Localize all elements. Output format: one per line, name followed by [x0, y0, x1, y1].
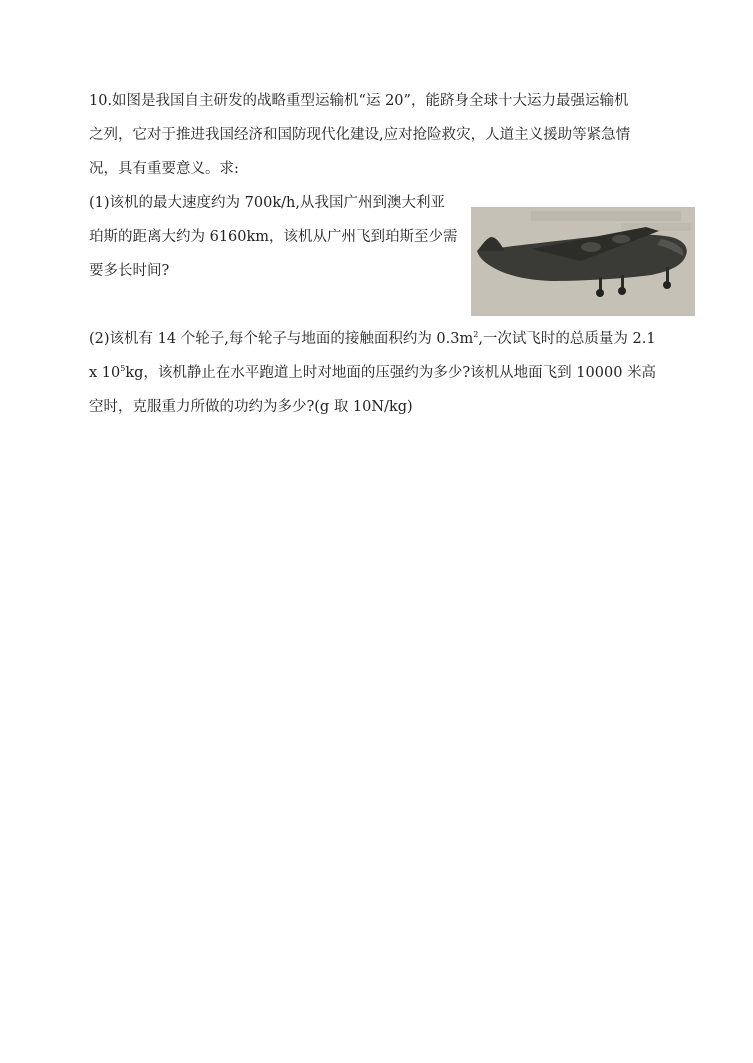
part2-line-2	[89, 364, 656, 382]
mass-exponent: 5	[120, 364, 126, 374]
area-unit-exponent: 2	[473, 330, 479, 340]
part1-line-1: (1)该机的最大速度约为 700k/h,从我国广州到澳大利亚	[89, 195, 445, 211]
part2-line-1-text-b: ,一次试飞时的总质量为 2.1	[478, 331, 656, 347]
aircraft-illustration	[471, 207, 695, 316]
question-intro-line-3: 况，具有重要意义。求:	[89, 161, 239, 177]
part2-line-2-text-a: x 10	[89, 365, 121, 381]
part2-line-1-text-a: (2)该机有 14 个轮子,每个轮子与地面的接触面积约为 0.3m	[89, 331, 474, 347]
question-intro-line-2: 之列，它对于推进我国经济和国防现代化建设,应对抢险救灾，人道主义援助等紧急情	[89, 127, 631, 143]
part2-line-1	[89, 330, 656, 348]
part1-line-3: 要多长时间?	[89, 263, 170, 279]
question-intro-line-1: 10.如图是我国自主研发的战略重型运输机“运 20”，能跻身全球十大运力最强运输机	[89, 93, 629, 109]
part2-line-2-text-b: kg，该机静止在水平跑道上时对地面的压强约为多少?该机从地面飞到 10000 米高	[125, 365, 657, 381]
part1-line-2: 珀斯的距离大约为 6160km，该机从广州飞到珀斯至少需	[89, 229, 458, 245]
aircraft-photo	[471, 207, 695, 316]
part2-line-3: 空时，克服重力所做的功约为多少?(g 取 10N/kg)	[89, 399, 413, 415]
